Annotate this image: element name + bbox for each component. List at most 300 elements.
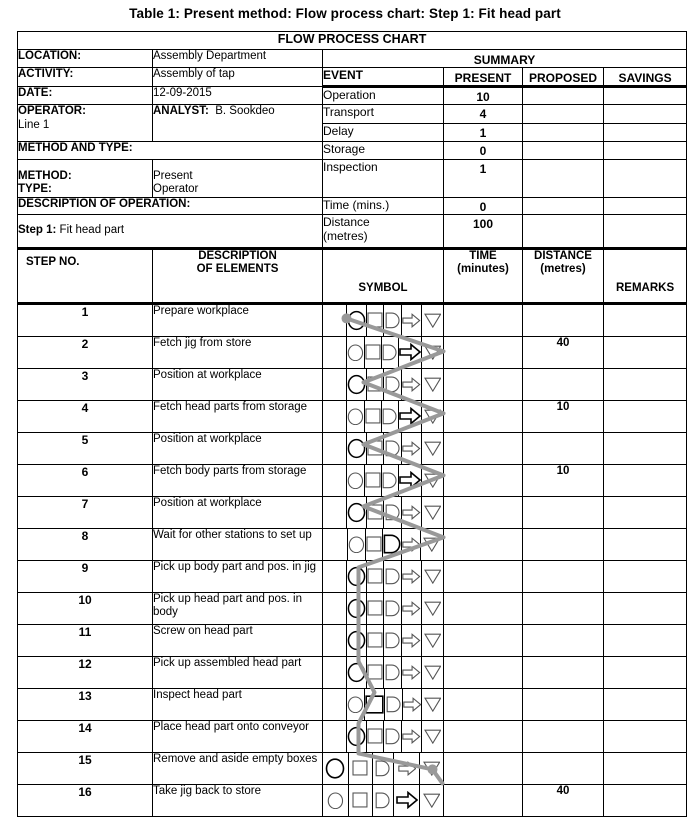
symbol-grid	[323, 561, 443, 592]
summary-savings-inspection	[604, 159, 687, 197]
symbol-lead-spacer	[323, 689, 347, 720]
symbol-inspection-icon[interactable]	[367, 305, 384, 336]
summary-proposed-delay	[523, 123, 604, 142]
symbol-lead-spacer	[323, 497, 347, 528]
symbol-storage-icon[interactable]	[422, 657, 443, 688]
step-number-cell: 1	[18, 303, 153, 336]
col-header-distance-line1: DISTANCE	[534, 249, 592, 262]
symbol-storage-icon[interactable]	[420, 753, 443, 784]
remarks-cell	[604, 464, 687, 496]
symbol-lead-spacer	[323, 721, 347, 752]
col-header-distance-line2: (metres)	[540, 263, 586, 276]
summary-event-distance	[323, 214, 444, 248]
symbol-grid	[323, 369, 443, 400]
summary-col-proposed: PROPOSED	[523, 68, 604, 87]
symbol-delay-icon[interactable]	[383, 529, 402, 560]
summary-event-storage: Storage	[323, 142, 444, 159]
description-cell: Position at workplace	[153, 432, 323, 464]
remarks-cell	[604, 496, 687, 528]
table-row	[18, 464, 687, 496]
time-cell	[444, 784, 523, 816]
operator-label: OPERATOR:	[18, 105, 86, 118]
method-and-type-label: METHOD AND TYPE:	[18, 142, 323, 159]
description-cell: Inspect head part	[153, 688, 323, 720]
symbol-delay-icon[interactable]	[373, 785, 395, 816]
symbol-grid	[323, 305, 443, 336]
summary-col-event: EVENT	[323, 68, 444, 87]
symbol-inspection-icon[interactable]	[365, 401, 382, 432]
symbol-cell	[323, 624, 444, 656]
table-row	[18, 624, 687, 656]
symbol-operation-icon[interactable]	[323, 753, 349, 784]
symbol-transport-icon[interactable]	[402, 305, 421, 336]
summary-savings-distance	[604, 214, 687, 248]
summary-proposed-transport	[523, 105, 604, 124]
distance-cell: 40	[523, 336, 604, 368]
symbol-operation-icon[interactable]	[347, 369, 367, 400]
remarks-cell	[604, 432, 687, 464]
step-number-cell: 4	[18, 400, 153, 432]
table-row	[18, 720, 687, 752]
row-step1-distance	[18, 214, 687, 248]
symbol-delay-icon[interactable]	[384, 625, 402, 656]
time-cell	[444, 496, 523, 528]
description-cell: Pick up head part and pos. in body	[153, 592, 323, 624]
symbol-delay-icon[interactable]	[382, 401, 400, 432]
col-header-remarks: REMARKS	[604, 248, 687, 303]
description-cell: Place head part onto conveyor	[153, 720, 323, 752]
step-number-cell: 7	[18, 496, 153, 528]
symbol-inspection-icon[interactable]	[367, 721, 384, 752]
description-of-operation-label: DESCRIPTION OF OPERATION:	[18, 197, 323, 214]
chart-title-cell: FLOW PROCESS CHART	[18, 32, 687, 50]
table-row	[18, 656, 687, 688]
summary-savings-time	[604, 197, 687, 214]
time-cell	[444, 303, 523, 336]
table-row	[18, 496, 687, 528]
symbol-lead-spacer	[323, 401, 347, 432]
remarks-cell	[604, 560, 687, 592]
symbol-cell	[323, 784, 444, 816]
symbol-grid	[323, 753, 443, 784]
symbol-delay-icon[interactable]	[385, 689, 403, 720]
symbol-operation-icon[interactable]	[347, 593, 367, 624]
symbol-lead-spacer	[323, 369, 347, 400]
symbol-operation-icon[interactable]	[348, 529, 366, 560]
symbol-delay-icon[interactable]	[373, 753, 395, 784]
symbol-cell	[323, 752, 444, 784]
step-number-cell: 5	[18, 432, 153, 464]
step-number-cell: 13	[18, 688, 153, 720]
summary-present-operation: 10	[444, 87, 523, 105]
symbol-transport-icon[interactable]	[394, 785, 420, 816]
step1-prefix: Step 1:	[18, 223, 57, 236]
remarks-cell	[604, 624, 687, 656]
symbol-cell	[323, 400, 444, 432]
time-cell	[444, 720, 523, 752]
time-cell	[444, 336, 523, 368]
distance-cell	[523, 496, 604, 528]
date-value: 12-09-2015	[153, 87, 323, 105]
analyst-cell	[153, 105, 323, 142]
distance-cell: 10	[523, 464, 604, 496]
symbol-storage-icon[interactable]	[422, 337, 443, 368]
symbol-grid	[323, 529, 443, 560]
symbol-operation-icon[interactable]	[347, 625, 367, 656]
time-cell	[444, 464, 523, 496]
description-cell: Screw on head part	[153, 624, 323, 656]
symbol-transport-icon[interactable]	[402, 497, 421, 528]
remarks-cell	[604, 303, 687, 336]
distance-cell	[523, 432, 604, 464]
col-header-description-line1: DESCRIPTION	[198, 249, 277, 262]
step-number-cell: 8	[18, 528, 153, 560]
summary-proposed-distance	[523, 214, 604, 248]
symbol-inspection-icon[interactable]	[366, 529, 383, 560]
row-method-inspection	[18, 159, 687, 197]
symbol-grid	[323, 401, 443, 432]
time-cell	[444, 368, 523, 400]
symbol-grid	[323, 465, 443, 496]
summary-proposed-storage	[523, 142, 604, 159]
symbol-lead-spacer	[323, 625, 347, 656]
symbol-inspection-icon[interactable]	[365, 337, 382, 368]
chart-title-row	[18, 32, 687, 50]
remarks-cell	[604, 752, 687, 784]
summary-savings-storage	[604, 142, 687, 159]
analyst-label: ANALYST:	[153, 105, 209, 118]
symbol-transport-icon[interactable]	[402, 657, 421, 688]
symbol-cell	[323, 368, 444, 400]
symbol-operation-icon[interactable]	[347, 305, 367, 336]
summary-present-distance: 100	[444, 214, 523, 248]
symbol-cell	[323, 720, 444, 752]
table-row	[18, 432, 687, 464]
method-type-values	[153, 159, 323, 197]
symbol-transport-icon[interactable]	[399, 401, 422, 432]
symbol-storage-icon[interactable]	[422, 369, 443, 400]
remarks-cell	[604, 528, 687, 560]
page-title: Table 1: Present method: Flow process chart: Step 1: Fit head part	[129, 6, 561, 21]
symbol-lead-spacer	[323, 561, 347, 592]
distance-cell	[523, 303, 604, 336]
step-number-cell: 12	[18, 656, 153, 688]
col-header-description-line2: OF ELEMENTS	[196, 263, 279, 276]
symbol-transport-icon[interactable]	[402, 593, 421, 624]
description-cell: Position at workplace	[153, 496, 323, 528]
time-cell	[444, 592, 523, 624]
time-cell	[444, 656, 523, 688]
description-cell: Pick up body part and pos. in jig	[153, 560, 323, 592]
symbol-inspection-icon[interactable]	[367, 657, 384, 688]
table-row	[18, 752, 687, 784]
symbol-lead-spacer	[323, 465, 347, 496]
symbol-inspection-icon[interactable]	[367, 593, 384, 624]
operator-value: Line 1	[18, 119, 50, 132]
summary-proposed-time	[523, 197, 604, 214]
symbol-inspection-icon[interactable]	[349, 785, 373, 816]
time-cell	[444, 528, 523, 560]
distance-cell	[523, 656, 604, 688]
symbol-delay-icon[interactable]	[382, 337, 400, 368]
step-number-cell: 3	[18, 368, 153, 400]
symbol-transport-icon[interactable]	[399, 337, 422, 368]
symbol-operation-icon[interactable]	[323, 785, 349, 816]
table-row	[18, 592, 687, 624]
remarks-cell	[604, 688, 687, 720]
date-label: DATE:	[18, 87, 153, 105]
col-header-time-line2: (minutes)	[457, 263, 509, 276]
symbol-storage-icon[interactable]	[422, 497, 443, 528]
symbol-grid	[323, 657, 443, 688]
symbol-grid	[323, 785, 443, 816]
symbol-delay-icon[interactable]	[384, 593, 402, 624]
description-cell: Fetch head parts from storage	[153, 400, 323, 432]
symbol-cell	[323, 656, 444, 688]
symbol-storage-icon[interactable]	[422, 625, 443, 656]
flow-process-chart-table	[17, 31, 687, 817]
remarks-cell	[604, 336, 687, 368]
symbol-storage-icon[interactable]	[422, 593, 443, 624]
col-header-step-no: STEP NO.	[18, 248, 153, 303]
table-row	[18, 400, 687, 432]
time-cell	[444, 560, 523, 592]
summary-present-storage: 0	[444, 142, 523, 159]
summary-savings-operation	[604, 87, 687, 105]
summary-proposed-operation	[523, 87, 604, 105]
symbol-cell	[323, 464, 444, 496]
step-number-cell: 6	[18, 464, 153, 496]
step-number-cell: 15	[18, 752, 153, 784]
activity-label: ACTIVITY:	[18, 68, 153, 87]
distance-cell	[523, 752, 604, 784]
summary-event-inspection: Inspection	[323, 159, 444, 197]
symbol-grid	[323, 625, 443, 656]
time-cell	[444, 688, 523, 720]
symbol-transport-icon[interactable]	[402, 625, 421, 656]
operator-cell	[18, 105, 153, 142]
symbol-inspection-icon[interactable]	[367, 625, 384, 656]
method-type-labels	[18, 159, 153, 197]
distance-cell	[523, 368, 604, 400]
step-number-cell: 9	[18, 560, 153, 592]
distance-cell: 40	[523, 784, 604, 816]
summary-savings-transport	[604, 105, 687, 124]
symbol-operation-icon[interactable]	[347, 721, 367, 752]
description-cell: Pick up assembled head part	[153, 656, 323, 688]
symbol-transport-icon[interactable]	[402, 433, 421, 464]
location-value: Assembly Department	[153, 50, 323, 68]
symbol-inspection-icon[interactable]	[365, 465, 382, 496]
remarks-cell	[604, 368, 687, 400]
description-cell: Fetch body parts from storage	[153, 464, 323, 496]
process-column-header-row	[18, 248, 687, 303]
step1-value: Fit head part	[59, 223, 125, 236]
col-header-time	[444, 248, 523, 303]
symbol-cell	[323, 592, 444, 624]
symbol-storage-icon[interactable]	[422, 561, 443, 592]
symbol-grid	[323, 593, 443, 624]
symbol-transport-icon[interactable]	[403, 689, 422, 720]
symbol-grid	[323, 497, 443, 528]
step1-description-cell	[18, 214, 323, 248]
description-cell: Fetch jig from store	[153, 336, 323, 368]
symbol-operation-icon[interactable]	[347, 465, 365, 496]
summary-event-operation: Operation	[323, 87, 444, 105]
step-number-cell: 2	[18, 336, 153, 368]
symbol-cell	[323, 432, 444, 464]
symbol-storage-icon[interactable]	[422, 305, 443, 336]
symbol-inspection-icon[interactable]	[367, 561, 384, 592]
summary-present-delay: 1	[444, 123, 523, 142]
symbol-transport-icon[interactable]	[402, 561, 421, 592]
remarks-cell	[604, 400, 687, 432]
symbol-inspection-icon[interactable]	[365, 689, 385, 720]
description-cell: Wait for other stations to set up	[153, 528, 323, 560]
step-number-cell: 16	[18, 784, 153, 816]
symbol-cell	[323, 496, 444, 528]
row-location-summary	[18, 50, 687, 68]
row-date-operation	[18, 87, 687, 105]
distance-cell: 10	[523, 400, 604, 432]
activity-value: Assembly of tap	[153, 68, 323, 87]
step-number-cell: 11	[18, 624, 153, 656]
row-descop-time	[18, 197, 687, 214]
distance-cell	[523, 528, 604, 560]
symbol-operation-icon[interactable]	[347, 401, 365, 432]
time-cell	[444, 752, 523, 784]
table-row	[18, 336, 687, 368]
summary-event-time: Time (mins.)	[323, 197, 444, 214]
distance-cell	[523, 624, 604, 656]
col-header-description	[153, 248, 323, 303]
symbol-delay-icon[interactable]	[384, 721, 402, 752]
symbol-grid	[323, 433, 443, 464]
summary-label: SUMMARY	[323, 50, 687, 68]
symbol-transport-icon[interactable]	[402, 721, 421, 752]
description-cell: Remove and aside empty boxes	[153, 752, 323, 784]
description-cell: Take jig back to store	[153, 784, 323, 816]
symbol-storage-icon[interactable]	[421, 529, 443, 560]
step-number-cell: 14	[18, 720, 153, 752]
summary-present-transport: 4	[444, 105, 523, 124]
summary-present-time: 0	[444, 197, 523, 214]
symbol-storage-icon[interactable]	[422, 689, 443, 720]
symbol-operation-icon[interactable]	[347, 561, 367, 592]
symbol-storage-icon[interactable]	[422, 433, 443, 464]
symbol-inspection-icon[interactable]	[349, 753, 373, 784]
remarks-cell	[604, 720, 687, 752]
symbol-grid	[323, 721, 443, 752]
remarks-cell	[604, 784, 687, 816]
symbol-lead-spacer	[323, 433, 347, 464]
remarks-cell	[604, 592, 687, 624]
type-value: Operator	[153, 183, 199, 196]
symbol-lead-spacer	[323, 305, 347, 336]
symbol-storage-icon[interactable]	[422, 465, 443, 496]
symbol-transport-icon[interactable]	[402, 529, 421, 560]
symbol-cell	[323, 688, 444, 720]
symbol-lead-spacer	[323, 593, 347, 624]
summary-col-present: PRESENT	[444, 68, 523, 87]
table-row	[18, 368, 687, 400]
symbol-inspection-icon[interactable]	[367, 497, 384, 528]
method-value: Present	[153, 169, 193, 182]
symbol-cell	[323, 528, 444, 560]
summary-col-savings: SAVINGS	[604, 68, 687, 87]
summary-present-inspection: 1	[444, 159, 523, 197]
method-label: METHOD:	[18, 169, 72, 182]
table-row	[18, 303, 687, 336]
location-label: LOCATION:	[18, 50, 153, 68]
symbol-storage-icon[interactable]	[422, 401, 443, 432]
symbol-delay-icon[interactable]	[384, 433, 402, 464]
remarks-cell	[604, 656, 687, 688]
symbol-transport-icon[interactable]	[394, 753, 420, 784]
symbol-storage-icon[interactable]	[420, 785, 443, 816]
symbol-operation-icon[interactable]	[347, 433, 367, 464]
symbol-transport-icon[interactable]	[402, 369, 421, 400]
symbol-cell	[323, 336, 444, 368]
type-label: TYPE:	[18, 183, 52, 196]
summary-event-delay: Delay	[323, 123, 444, 142]
symbol-delay-icon[interactable]	[384, 561, 402, 592]
distance-cell	[523, 720, 604, 752]
symbol-transport-icon[interactable]	[399, 465, 422, 496]
symbol-operation-icon[interactable]	[347, 657, 367, 688]
distance-cell	[523, 592, 604, 624]
summary-savings-delay	[604, 123, 687, 142]
table-row	[18, 784, 687, 816]
col-header-time-line1: TIME	[469, 249, 497, 262]
symbol-cell	[323, 560, 444, 592]
symbol-operation-icon[interactable]	[347, 337, 365, 368]
time-cell	[444, 400, 523, 432]
table-row	[18, 688, 687, 720]
symbol-grid	[323, 689, 443, 720]
summary-event-distance-line2: (metres)	[323, 229, 368, 244]
step-number-cell: 10	[18, 592, 153, 624]
col-header-symbol: SYMBOL	[323, 248, 444, 303]
symbol-operation-icon[interactable]	[347, 497, 367, 528]
symbol-lead-spacer	[323, 657, 347, 688]
time-cell	[444, 624, 523, 656]
flow-process-chart-container	[17, 31, 686, 833]
description-cell: Prepare workplace	[153, 303, 323, 336]
symbol-delay-icon[interactable]	[384, 497, 402, 528]
symbol-delay-icon[interactable]	[384, 657, 402, 688]
symbol-delay-icon[interactable]	[384, 369, 402, 400]
symbol-inspection-icon[interactable]	[367, 369, 384, 400]
summary-event-distance-line1: Distance	[323, 214, 370, 229]
summary-proposed-inspection	[523, 159, 604, 197]
analyst-value: B. Sookdeo	[215, 105, 275, 118]
symbol-delay-icon[interactable]	[384, 305, 402, 336]
summary-event-transport: Transport	[323, 105, 444, 124]
symbol-lead-spacer	[323, 529, 348, 560]
symbol-delay-icon[interactable]	[382, 465, 400, 496]
symbol-cell	[323, 303, 444, 336]
symbol-lead-spacer	[323, 337, 347, 368]
row-activity-summary-headers	[18, 68, 687, 87]
distance-cell	[523, 688, 604, 720]
symbol-storage-icon[interactable]	[422, 721, 443, 752]
row-method-type-storage	[18, 142, 687, 159]
time-cell	[444, 432, 523, 464]
symbol-operation-icon[interactable]	[347, 689, 365, 720]
symbol-inspection-icon[interactable]	[367, 433, 384, 464]
table-row	[18, 560, 687, 592]
